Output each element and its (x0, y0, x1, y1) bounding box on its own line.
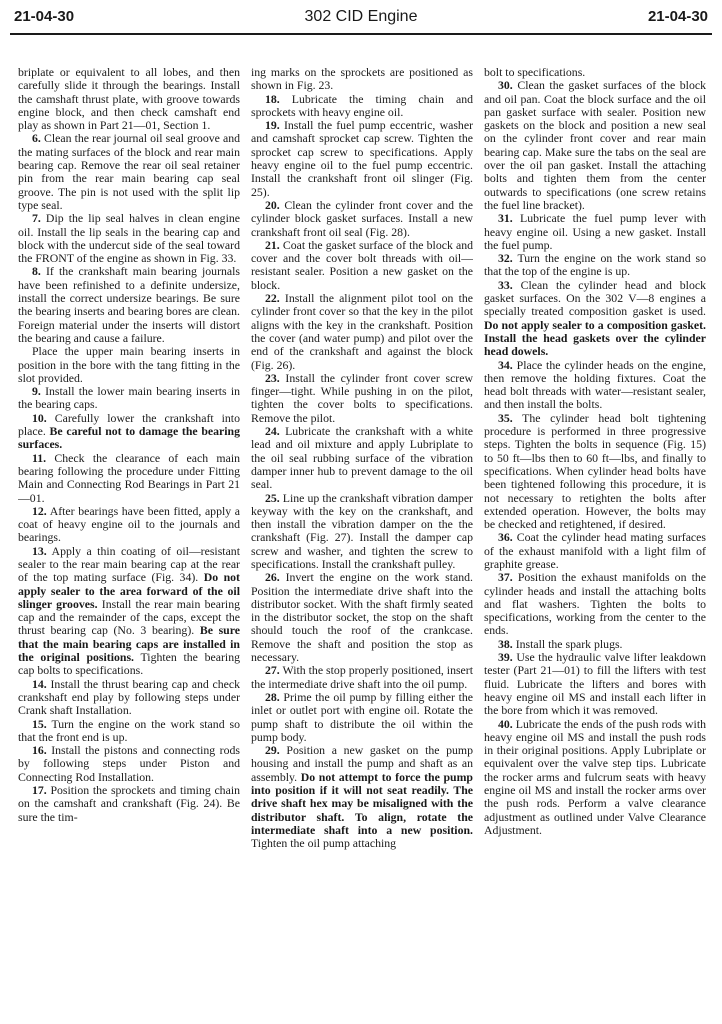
paragraph (484, 252, 706, 279)
bold-text: 37. (498, 570, 513, 585)
text-column-3 (484, 66, 706, 1016)
bold-text: 35. (498, 410, 513, 425)
bold-text: Do not apply sealer to a composition gasket. Install the head gaskets over the cylinder head dowels. (484, 317, 706, 359)
paragraph (484, 638, 706, 651)
paragraph (251, 372, 473, 425)
bold-text: 16. (32, 743, 47, 758)
body-text: Clean the cylinder front cover and the cylinder block gasket surfaces. Install a new crankshaft front oil seal (Fig. 28). (251, 197, 473, 239)
body-text: Install the cylinder front cover screw finger—tight. While pushing in on the pilot, tighten the cover bolts to specifications. Remove the pilot. (251, 370, 473, 425)
paragraph (251, 119, 473, 199)
bold-text: 18. (265, 91, 280, 106)
paragraph (18, 505, 240, 545)
body-text: Turn the engine on the work stand so that the top of the engine is up. (484, 251, 706, 279)
header-rule (10, 33, 712, 35)
body-text: Lubricate the ends of the push rods with heavy engine oil MS and install the push rods in their original positions. Apply Lubriplate or equivalent over the valve step tips. Lubricate the rocker arms and fulcrum seats with heavy engine oil MS and install the rocker arms over the push rods. Perform a valve clearance adjustment as outlined under Valve Clearance Adjustment. (484, 716, 706, 837)
paragraph (18, 212, 240, 265)
bold-text: 25. (265, 490, 280, 505)
paragraph (18, 545, 240, 678)
body-text: Invert the engine on the work stand. Position the intermediate drive shaft into the distributor socket. With the shaft firmly seated in the distributor socket, the stop on the shaft should touch the roof of the crankcase. Remove the shaft and position the stop as necessary. (251, 570, 473, 665)
body-text: Lubricate the timing chain and sprockets with heavy engine oil. (251, 91, 473, 119)
body-text: Carefully lower the crankshaft into place. (18, 410, 240, 439)
bold-text: 31. (498, 211, 513, 226)
bold-text: 20. (265, 197, 280, 212)
body-text: Check the clearance of each main bearing following the procedure under Fitting Main and Connecting Rod Bearings in Part 21—01. (18, 450, 240, 505)
body-text: After bearings have been fitted, apply a coat of heavy engine oil to the journals and bearings. (18, 503, 240, 545)
paragraph (18, 744, 240, 784)
paragraph (18, 678, 240, 718)
bold-text: 26. (265, 570, 280, 585)
body-text: Coat the cylinder head mating surfaces of the exhaust manifold with a light film of graphite grease. (484, 530, 706, 571)
bold-text: 8. (32, 264, 41, 279)
bold-text: 13. (32, 543, 47, 558)
body-text: Coat the gasket surface of the block and cover and the cover bolt threads with oil—resistant sealer. Position a new gasket on the block. (251, 237, 473, 292)
paragraph (18, 412, 240, 452)
paragraph (18, 784, 240, 824)
bold-text: 10. (32, 410, 47, 425)
paragraph (18, 345, 240, 385)
body-text: Dip the lip seal halves in clean engine oil. Install the lip seals in the bearing cap and block with the undercut side of the seal toward the FRONT of the engine as shown in Fig. 33. (18, 211, 240, 266)
body-text: Line up the crankshaft vibration damper keyway with the key on the crankshaft, and then install the vibration damper on the the crankshaft (Fig. 27). Install the damper cap screw and washer, and tighten the screw to specifications. Install the crankshaft pulley. (251, 490, 473, 571)
paragraph (18, 66, 240, 132)
paragraph (251, 571, 473, 664)
paragraph (18, 718, 240, 745)
bold-text: 22. (265, 291, 280, 306)
body-text: If the crankshaft main bearing journals have been refinished to a definite undersize, install the correct undersize bearings. Be sure the bearing inserts and bearing bores are clean. Foreign material under the inserts will distort the bearing and cause a failure. (18, 264, 240, 345)
paragraph (251, 199, 473, 239)
bold-text: 12. (32, 503, 47, 518)
body-text: Install the fuel pump eccentric, washer and camshaft sprocket cap screw. Tighten the sprocket cap screw to specifications. Apply heavy engine oil to the fuel pump eccentric. Install the crankshaft front oil slinger (Fig. 25). (251, 118, 473, 199)
paragraph (18, 385, 240, 412)
body-text: Tighten the bearing cap bolts to specifications. (18, 650, 240, 678)
text-column-2 (251, 66, 473, 1016)
paragraph (251, 691, 473, 744)
page-number-right: 21-04-30 (647, 8, 708, 25)
body-text: Install the pistons and connecting rods by following steps under Piston and Connecting Rod Installation. (18, 743, 240, 784)
paragraph (251, 93, 473, 120)
bold-text: 7. (32, 211, 41, 226)
bold-text: 15. (32, 716, 47, 731)
text-column-1 (18, 66, 240, 1016)
paragraph (484, 412, 706, 532)
body-text: Turn the engine on the work stand so that the front end is up. (18, 716, 240, 744)
paragraph (484, 651, 706, 717)
bold-text: 28. (265, 689, 280, 704)
paragraph (251, 239, 473, 292)
paragraph (484, 359, 706, 412)
paragraph (251, 292, 473, 372)
paragraph (251, 744, 473, 850)
bold-text: 17. (32, 783, 47, 798)
body-text: ing marks on the sprockets are positioned as shown in Fig. 23. (251, 66, 473, 93)
bold-text: 23. (265, 370, 280, 385)
bold-text: 21. (265, 237, 280, 252)
body-text: Lubricate the crankshaft with a white lead and oil mixture and apply Lubriplate to the oil seal rubbing surface of the vibration damper inner hub to prevent damage to the oil seal. (251, 424, 473, 492)
paragraph (18, 132, 240, 212)
paragraph (251, 664, 473, 691)
bold-text: Be sure that the main bearing caps are installed in the original positions. (18, 623, 240, 665)
bold-text: 39. (498, 650, 513, 665)
bold-text: 24. (265, 424, 280, 439)
body-text: Clean the cylinder head and block gasket surfaces. On the 302 V—8 engines a specially treated composition gasket is used. (484, 277, 706, 319)
body-text: bolt to specifications. (484, 66, 586, 79)
bold-text: 32. (498, 251, 513, 266)
body-text: The cylinder head bolt tightening procedure is performed in three progressive steps. Tighten the bolts in sequence (Fig. 15) to 50 ft—lbs then to 60 ft—lbs, and finally to specifications. When cylinder head bolts have been tightened following this procedure, it is not necessary to retighten the bolts after extended operation. However, the bolts may be checked and retightened, if desired. (484, 410, 706, 532)
body-text: Use the hydraulic valve lifter leakdown tester (Part 21—01) to fill the lifters with test fluid. Lubricate the lifters and bores with heavy engine oil MS and install each lifter in the bore from which it was removed. (484, 650, 706, 718)
paragraph (484, 279, 706, 359)
paragraph (484, 66, 706, 79)
body-text: briplate or equivalent to all lobes, and then carefully slide it through the bearings. Install the camshaft thrust plate, with groove towards engine block, and then check camshaft end play as shown in Part 21—01, Section 1. (18, 66, 240, 133)
bold-text: 6. (32, 131, 41, 146)
body-text: With the stop properly positioned, insert the intermediate drive shaft into the oil pump. (251, 663, 473, 691)
bold-text: 36. (498, 530, 513, 545)
bold-text: 34. (498, 357, 513, 372)
paragraph (18, 265, 240, 345)
body-text: Clean the rear journal oil seal groove and the mating surfaces of the block and rear main bearing cap. Remove the rear oil seal retainer pin from the rear main bearing cap seal groove. The pin is not used with the split lip type seal. (18, 131, 240, 212)
body-text: Lubricate the fuel pump lever with heavy engine oil. Using a new gasket. Install the fuel pump. (484, 211, 706, 252)
bold-text: 29. (265, 743, 280, 758)
paragraph (251, 492, 473, 572)
body-text: Install the lower main bearing inserts in the bearing caps. (18, 384, 240, 412)
body-text: Install the thrust bearing cap and check crankshaft end play by following steps under Crank shaft Installation. (18, 676, 240, 718)
bold-text: Be careful not to damage the bearing surfaces. (18, 424, 240, 452)
bold-text: Do not attempt to force the pump into position if it will not seat readily. The drive shaft hex may be misaligned with the distributor shaft. To align, rotate the intermediate shaft into a new position. (251, 769, 473, 837)
page-header (0, 0, 722, 40)
body-text: Tighten the oil pump attaching (251, 836, 397, 851)
paragraph (251, 66, 473, 93)
bold-text: 33. (498, 277, 513, 292)
body-text: Position the sprockets and timing chain on the camshaft and crankshaft (Fig. 24). Be sure the tim- (18, 783, 240, 824)
bold-text: 14. (32, 676, 47, 691)
bold-text: 40. (498, 716, 513, 731)
paragraph (484, 571, 706, 637)
body-text: Install the spark plugs. (512, 636, 623, 651)
body-text: Apply a thin coating of oil—resistant sealer to the rear main bearing cap at the rear of the top mating surface (Fig. 34). (18, 543, 240, 585)
body-text: Clean the gasket surfaces of the block and oil pan. Coat the block surface and the oil pan gasket surface with sealer. Position new gaskets on the block and position a new seal on the cylinder front cover and rear main bearing cap. Make sure the tabs on the seal are over the oil pan gasket. Install the attaching bolts and tighten them from the center outwards to specifications (one screw retains the fuel line bracket). (484, 78, 706, 212)
section-title: 302 CID Engine (304, 8, 418, 25)
bold-text: 27. (265, 663, 280, 678)
bold-text: 38. (498, 636, 513, 651)
paragraph (484, 718, 706, 838)
body-text: Install the rear main bearing cap and the remainder of the caps, except the thrust bearing cap (No. 3 bearing). (18, 596, 240, 638)
paragraph (18, 452, 240, 505)
body-text: Place the upper main bearing inserts in position in the bore with the tang fitting in the slot provided. (18, 344, 240, 385)
body-text: Install the alignment pilot tool on the cylinder front cover so that the key in the pilot aligns with the key in the crankshaft. Position the cover (and water pump) and pilot over the end of the crankshaft and against the block (Fig. 26). (251, 291, 473, 372)
paragraph (251, 425, 473, 491)
body-text: Prime the oil pump by filling either the inlet or outlet port with engine oil. Rotate the pump shaft to distribute the oil within the pump body. (251, 689, 473, 744)
body-text: Position the exhaust manifolds on the cylinder heads and install the attaching bolts and flat washers. Tighten the bolts to specifications, working from the center to the ends. (484, 570, 706, 638)
bold-text: 9. (32, 384, 41, 399)
bold-text: 11. (32, 450, 47, 465)
body-text: Position a new gasket on the pump housing and install the pump and shaft as an assembly. (251, 743, 473, 784)
body-text: Place the cylinder heads on the engine, then remove the holding fixtures. Coat the head bolt threads with water—resistant sealer, and then install the bolts. (484, 357, 706, 412)
page-number-left: 21-04-30 (14, 8, 75, 25)
bold-text: 30. (498, 78, 513, 93)
paragraph (484, 531, 706, 571)
paragraph (484, 79, 706, 212)
paragraph (484, 212, 706, 252)
bold-text: Do not apply sealer to the area forward of the oil slinger grooves. (18, 570, 240, 611)
bold-text: 19. (265, 118, 280, 133)
